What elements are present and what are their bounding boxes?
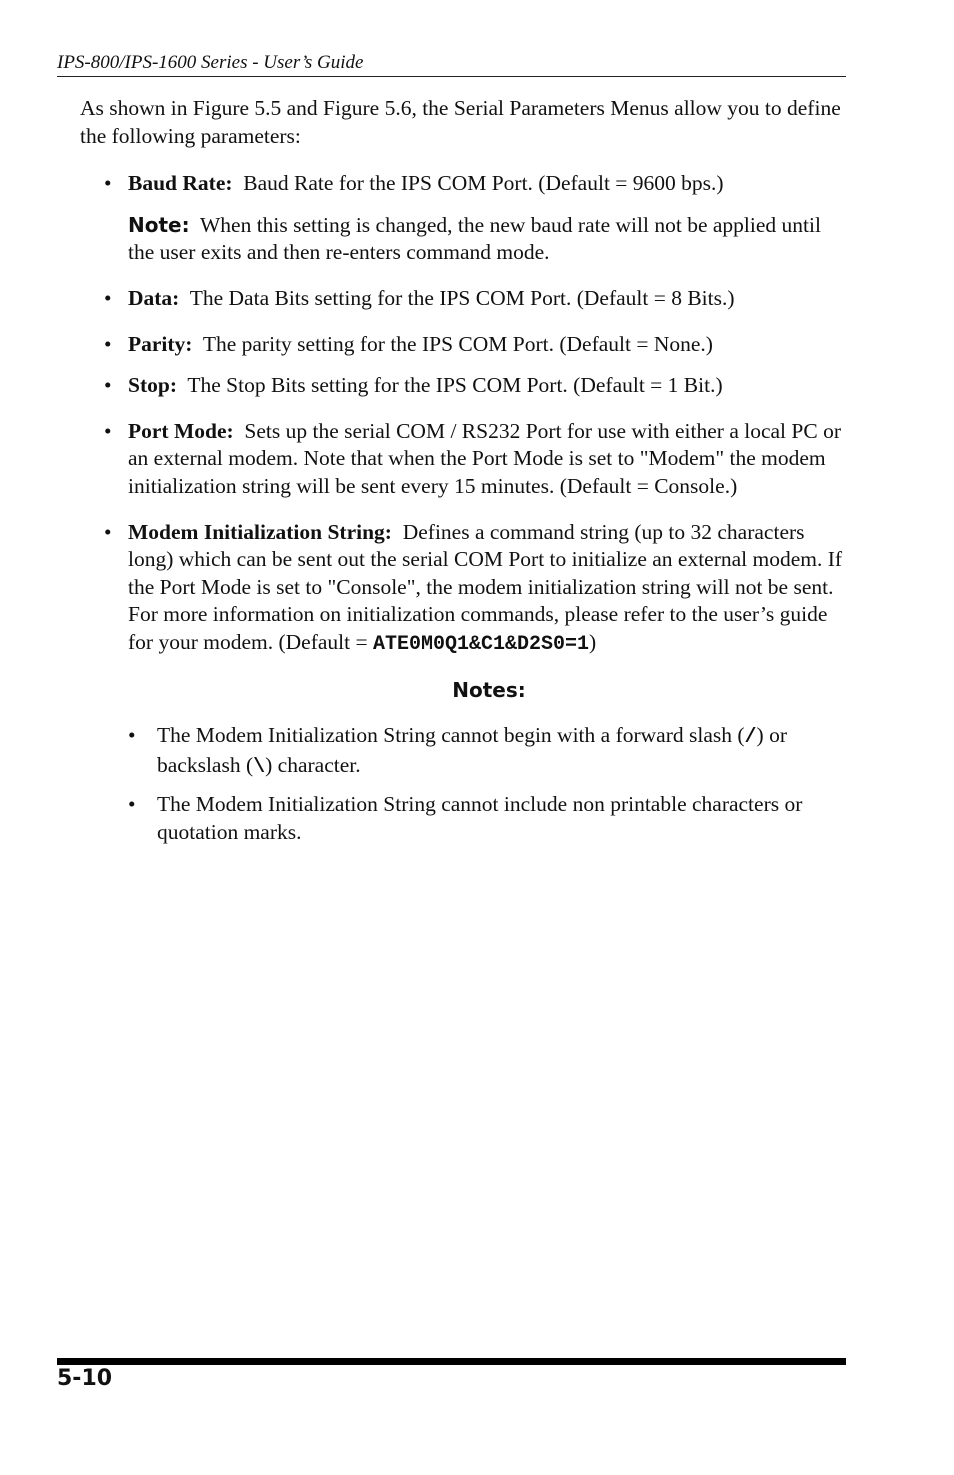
intro-paragraph: As shown in Figure 5.5 and Figure 5.6, the Serial Parameters Menus allow you to define the following parameters: — [80, 96, 841, 148]
note-text-middle: ) or backslash ( — [157, 723, 787, 777]
note-text: When this setting is changed, the new baud rate will not be applied until the user exits and then re-enters command mode. — [128, 212, 821, 265]
param-text: The parity setting for the IPS COM Port. (Default = None.) — [202, 331, 713, 356]
param-term: Port Mode: — [128, 418, 234, 443]
bullet: • — [104, 331, 112, 356]
bullet: • — [128, 723, 136, 748]
bullet: • — [104, 519, 112, 544]
param-term: Parity: — [128, 331, 193, 356]
page-number: 5-10 — [57, 1366, 113, 1391]
bullet: • — [128, 792, 136, 817]
note-text-after: ) character. — [265, 752, 361, 777]
param-text: The Data Bits setting for the IPS COM Port. (Default = 8 Bits.) — [189, 285, 735, 310]
param-text: The Stop Bits setting for the IPS COM Port. (Default = 1 Bit.) — [187, 373, 723, 398]
param-modem-init-string — [80, 519, 850, 705]
param-text: Baud Rate for the IPS COM Port. (Default = 9600 bps.) — [243, 171, 724, 196]
bullet: • — [104, 285, 112, 310]
forward-slash-code: / — [744, 726, 757, 750]
param-text: Defines a command string (up to 32 characters long) which can be sent out the serial COM Port to initialize an external modem. If the Port Mode is set to "Console", the modem initialization string will not be sent. For more information on initialization commands, please refer to the user’s guide for your modem. (Default = — [128, 519, 843, 654]
param-parity — [80, 331, 850, 359]
running-header: IPS-800/IPS-1600 Series - User’s Guide — [57, 52, 846, 77]
notes-title: Notes: — [452, 677, 526, 702]
param-term: Baud Rate: — [128, 171, 233, 196]
note-item — [80, 791, 850, 846]
notes-list — [80, 722, 850, 846]
baud-note — [128, 212, 850, 267]
footer-rule — [57, 1358, 846, 1365]
param-text: Sets up the serial COM / RS232 Port for use with either a local PC or an external modem. Note that when the Port Mode is set to "Modem" the modem initialization string will be sent every 15 minutes. (Default = Console.) — [128, 418, 841, 498]
param-term: Modem Initialization String: — [128, 519, 392, 544]
note-item — [80, 722, 850, 781]
param-baud-rate — [80, 170, 850, 267]
page-content — [80, 95, 850, 856]
note-label: Note: — [128, 212, 190, 237]
param-data — [80, 285, 850, 313]
default-init-code: ATE0M0Q1&C1&D2S0=1 — [372, 632, 590, 656]
param-stop — [80, 372, 850, 400]
param-close: ) — [589, 629, 597, 654]
bullet: • — [104, 373, 112, 398]
param-term: Stop: — [128, 373, 177, 398]
bullet: • — [104, 418, 112, 443]
note-text-before: The Modem Initialization String cannot begin with a forward slash ( — [157, 723, 745, 748]
backslash-code: \ — [253, 755, 266, 779]
param-port-mode — [80, 418, 850, 501]
parameter-list — [80, 170, 850, 704]
note-text: The Modem Initialization String cannot include non printable characters or quotation marks. — [157, 792, 803, 844]
param-term: Data: — [128, 285, 180, 310]
bullet: • — [104, 171, 112, 196]
